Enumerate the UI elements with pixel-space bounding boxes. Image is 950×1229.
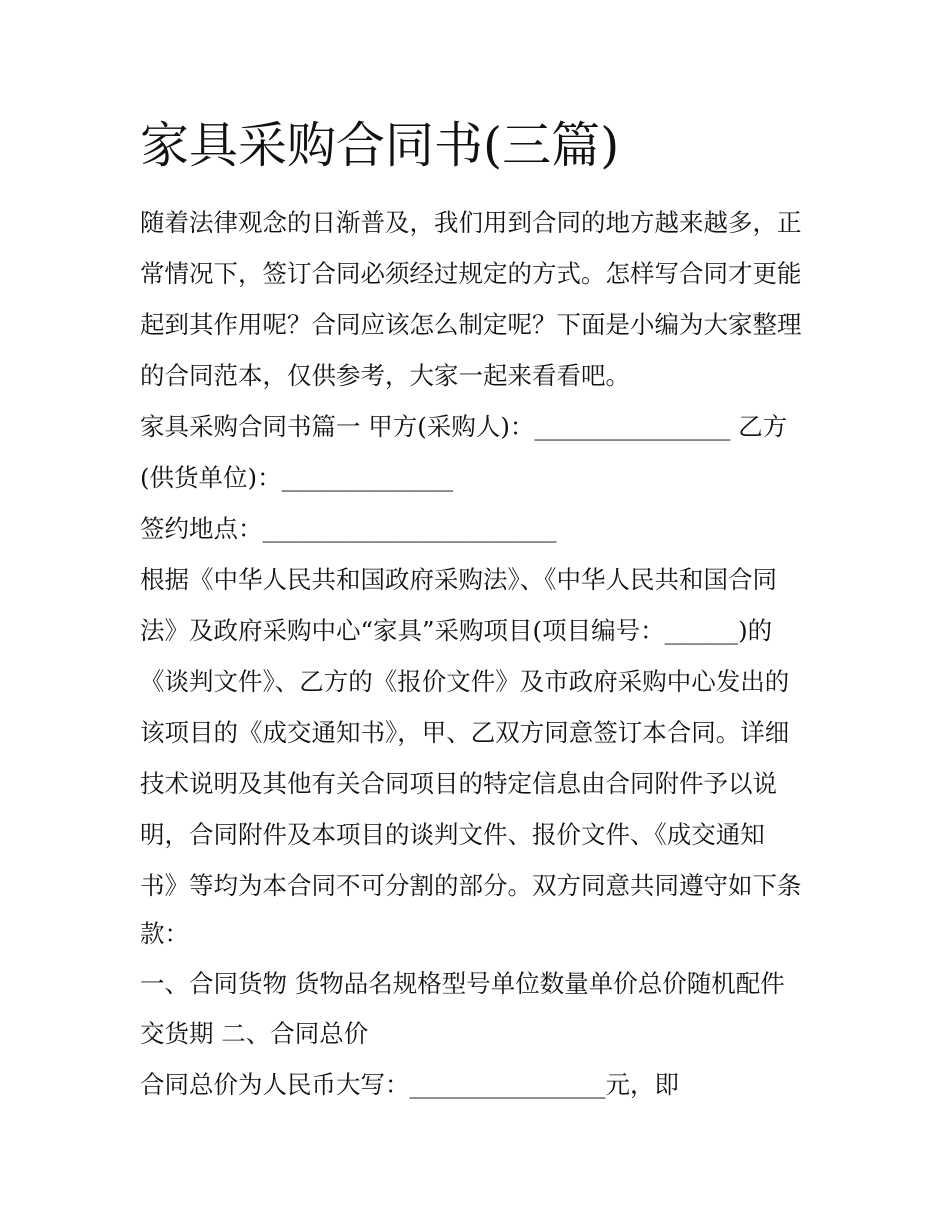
paragraph-line: 交货期 二、合同总价 [140, 1019, 369, 1048]
paragraph-line: 签约地点：________________________ [140, 514, 557, 543]
paragraph-line: 一、合同货物 货物品名规格型号单位数量单价总价随机配件 [140, 969, 785, 998]
paragraph-line: 起到其作用呢？合同应该怎么制定呢？下面是小编为大家整理 [140, 310, 802, 339]
paragraph-line: 的合同范本，仅供参考，大家一起来看看吧。 [140, 361, 630, 390]
paragraph-line: 款： [140, 919, 189, 948]
paragraph-line: (供货单位)：______________ [140, 463, 454, 492]
paragraph-line: 《谈判文件》、乙方的《报价文件》及市政府采购中心发出的 [140, 667, 790, 696]
paragraph-line: 该项目的《成交通知书》，甲、乙双方同意签订本合同。详细 [140, 718, 790, 747]
paragraph-line: 法》及政府采购中心“家具”采购项目(项目编号：______)的 [140, 616, 773, 645]
paragraph-line: 技术说明及其他有关合同项目的特定信息由合同附件予以说 [140, 769, 777, 798]
paragraph-line: 常情况下，签订合同必须经过规定的方式。怎样写合同才更能 [140, 259, 802, 288]
paragraph-line: 书》等均为本合同不可分割的部分。双方同意共同遵守如下条 [140, 871, 802, 900]
paragraph-line: 明，合同附件及本项目的谈判文件、报价文件、《成交通知 [140, 820, 765, 849]
paragraph-line: 合同总价为人民币大写：________________元，即 [140, 1070, 679, 1099]
document-title: 家具采购合同书(三篇) [140, 117, 620, 174]
paragraph-line: 随着法律观念的日渐普及，我们用到合同的地方越来越多，正 [140, 208, 802, 237]
paragraph-line: 家具采购合同书篇一 甲方(采购人)：________________ 乙方 [140, 412, 788, 441]
paragraph-line: 根据《中华人民共和国政府采购法》、《中华人民共和国合同 [140, 565, 777, 594]
